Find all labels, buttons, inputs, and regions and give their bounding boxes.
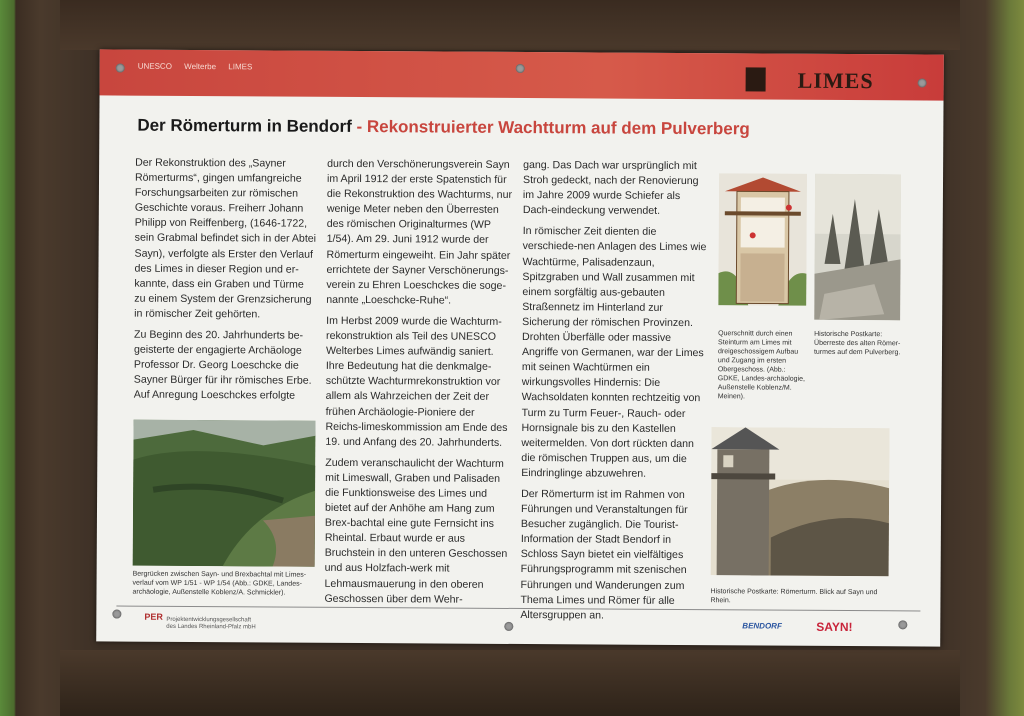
title-part2: - Rekonstruierter Wachtturm auf dem Pulverberg xyxy=(351,116,750,139)
screw xyxy=(918,78,927,87)
paragraph: Der Rekonstruktion des „Sayner Römerturms“, gingen umfangreiche Forschungsarbeiten zur römischen Geschichte voraus. Freiherr Johann Philipp von Reiffenberg, (1646-1722, sein Grabmal befindet sich in der Abtei Sayn), verfolgte als Erster den Verlauf des Limes in dieser Region und er-kannte, dass ein Graben und Türme zu einem System der Grenzsicherung in römischer Zeit gehörten. xyxy=(134,156,317,321)
text-column-1 xyxy=(134,156,318,411)
historic-postcard-ruins xyxy=(814,174,901,321)
frame-bottom-beam xyxy=(60,650,960,716)
historic-postcard-tower xyxy=(711,427,890,576)
aerial-photo xyxy=(133,420,316,567)
unesco-logo: UNESCO xyxy=(137,61,172,71)
header-band xyxy=(100,49,944,100)
paragraph: Der Römerturm ist im Rahmen von Führungen und Veranstaltungen für Besucher zugänglich. Die Tourist-Information der Stadt Bendorf in Schloss Sayn bietet ein vielfältiges Führungsprogramm mit szenischen Führungen und Wanderungen zum Thema Limes und Römer für alle Altersgruppen an. xyxy=(520,487,688,622)
welterbe-logo: Welterbe xyxy=(184,61,217,72)
screw xyxy=(516,64,525,73)
postcard1-caption: Historische Postkarte: Überreste des alten Römer-turmes auf dem Pulverberg. xyxy=(813,330,901,357)
frame-top-beam xyxy=(60,0,960,50)
paragraph: Zudem veranschaulicht der Wachturm mit Limeswall, Graben und Palisaden die Funktionsweise des Limes und bietet auf der Anhöhe am Hang zum Brex-bachtal eine gute Fernsicht ins Rheintal. Erbaut wurde er aus Bruchstein in den unteren Geschossen und aus Holzfach-werk mit Lehmausmauerung in den oberen Geschossen über dem Wehr- xyxy=(324,456,508,606)
postcard2-caption: Historische Postkarte: Römerturm. Blick auf Sayn und Rhein. xyxy=(710,588,878,605)
paragraph: Im Herbst 2009 wurde die Wachturm-rekonstruktion als Teil des UNESCO Welterbes Limes aufwändig saniert. Ihre Bedeutung hat die denkmalge-schützte Wachturmrekonstruktion vor allem als Wahrzeichen der Zeit der frühen Archäologie-Pioniere der Reichs-limeskommission am Ende des 19. und Anfang des 20. Jahrhunderts. xyxy=(325,314,508,449)
bendorf-logo: BENDORF xyxy=(742,621,782,631)
tower-section-illustration xyxy=(718,173,807,306)
per-line1: Projektentwicklungsgesellschaft xyxy=(166,616,252,624)
tower-logo-icon xyxy=(746,67,766,91)
header-logos xyxy=(138,62,263,72)
paragraph: Zu Beginn des 20. Jahrhunderts be-geisterte der engagierte Archäologe Professor Dr. Georg Loeschcke die Sayner Bürger für ihr römisches Erbe. Auf Anregung Loeschckes erfolgte xyxy=(133,328,312,403)
page-title xyxy=(137,116,750,140)
sayn-logo: SAYN! xyxy=(816,619,853,635)
screw xyxy=(504,622,513,631)
per-text xyxy=(166,617,255,632)
info-board xyxy=(96,49,944,646)
paragraph: durch den Verschönerungsverein Sayn im April 1912 der erste Spatenstich für die Rekonstruktion des Wachturms, nur wenige Meter neben den Überresten des römischen Originalturmes (WP 1/54). Am 29. Juni 1912 wurde der Römerturm eingeweiht. Ein Jahr später errichtete der Sayner Verschönerungs-verein zu Ehren Loeschckes die soge-nannte „Loeschcke-Ruhe“. xyxy=(326,157,513,307)
screw xyxy=(112,610,121,619)
section-caption: Querschnitt durch einen Steinturm am Limes mit dreigeschossigem Aufbau und Zugang im ersten Obergeschoss. (Abb.: GDKE, Landes-archäologie, Außenstelle Koblenz/M. Meinen). xyxy=(717,330,806,401)
paragraph: In römischer Zeit dienten die verschiede-nen Anlagen des Limes wie Wachtürme, Palisadenzaun, Spitzgraben und Wall zusammen mit einem sorgfältig aus-gebauten Straßennetz im Hinterland zur Sicherung der römischen Provinzen. Drohten Überfälle oder massive Angriffe von Germanen, war der Limes mit seinen Wachtürmen ein wirkungsvolles Hindernis: Die Wachsoldaten konnten rechtzeitig von Turm zu Turm Feuer-, Rauch- oder Hornsignale bis zu den Kastellen weitermelden. Von dort rückten dann die römischen Truppen aus, um die Eindringlinge abzuwehren. xyxy=(521,225,707,480)
text-column-2 xyxy=(324,157,513,614)
screw xyxy=(116,64,125,73)
paragraph: gang. Das Dach war ursprünglich mit Stroh gedeckt, nach der Renovierung im Jahre 2009 wurde Schiefer als Dach-eindeckung verwendet. xyxy=(522,159,699,218)
footer-divider xyxy=(116,606,920,612)
aerial-caption: Bergrücken zwischen Sayn- und Brexbachtal mit Limes-verlauf vom WP 1/51 - WP 1/54 (Abb.: GDKE, Landes-archäologie, Außenstelle Koblenz/A. Schmickler). xyxy=(132,570,307,597)
text-column-3 xyxy=(520,158,709,630)
limes-brand: LIMES xyxy=(797,67,874,94)
title-part1: Der Römerturm in Bendorf xyxy=(137,115,352,136)
per-line2: des Landes Rheinland-Pfalz mbH xyxy=(166,623,256,631)
per-logo: PER xyxy=(144,611,163,622)
screw xyxy=(898,620,907,629)
limes-small-logo: LIMES xyxy=(228,62,253,72)
